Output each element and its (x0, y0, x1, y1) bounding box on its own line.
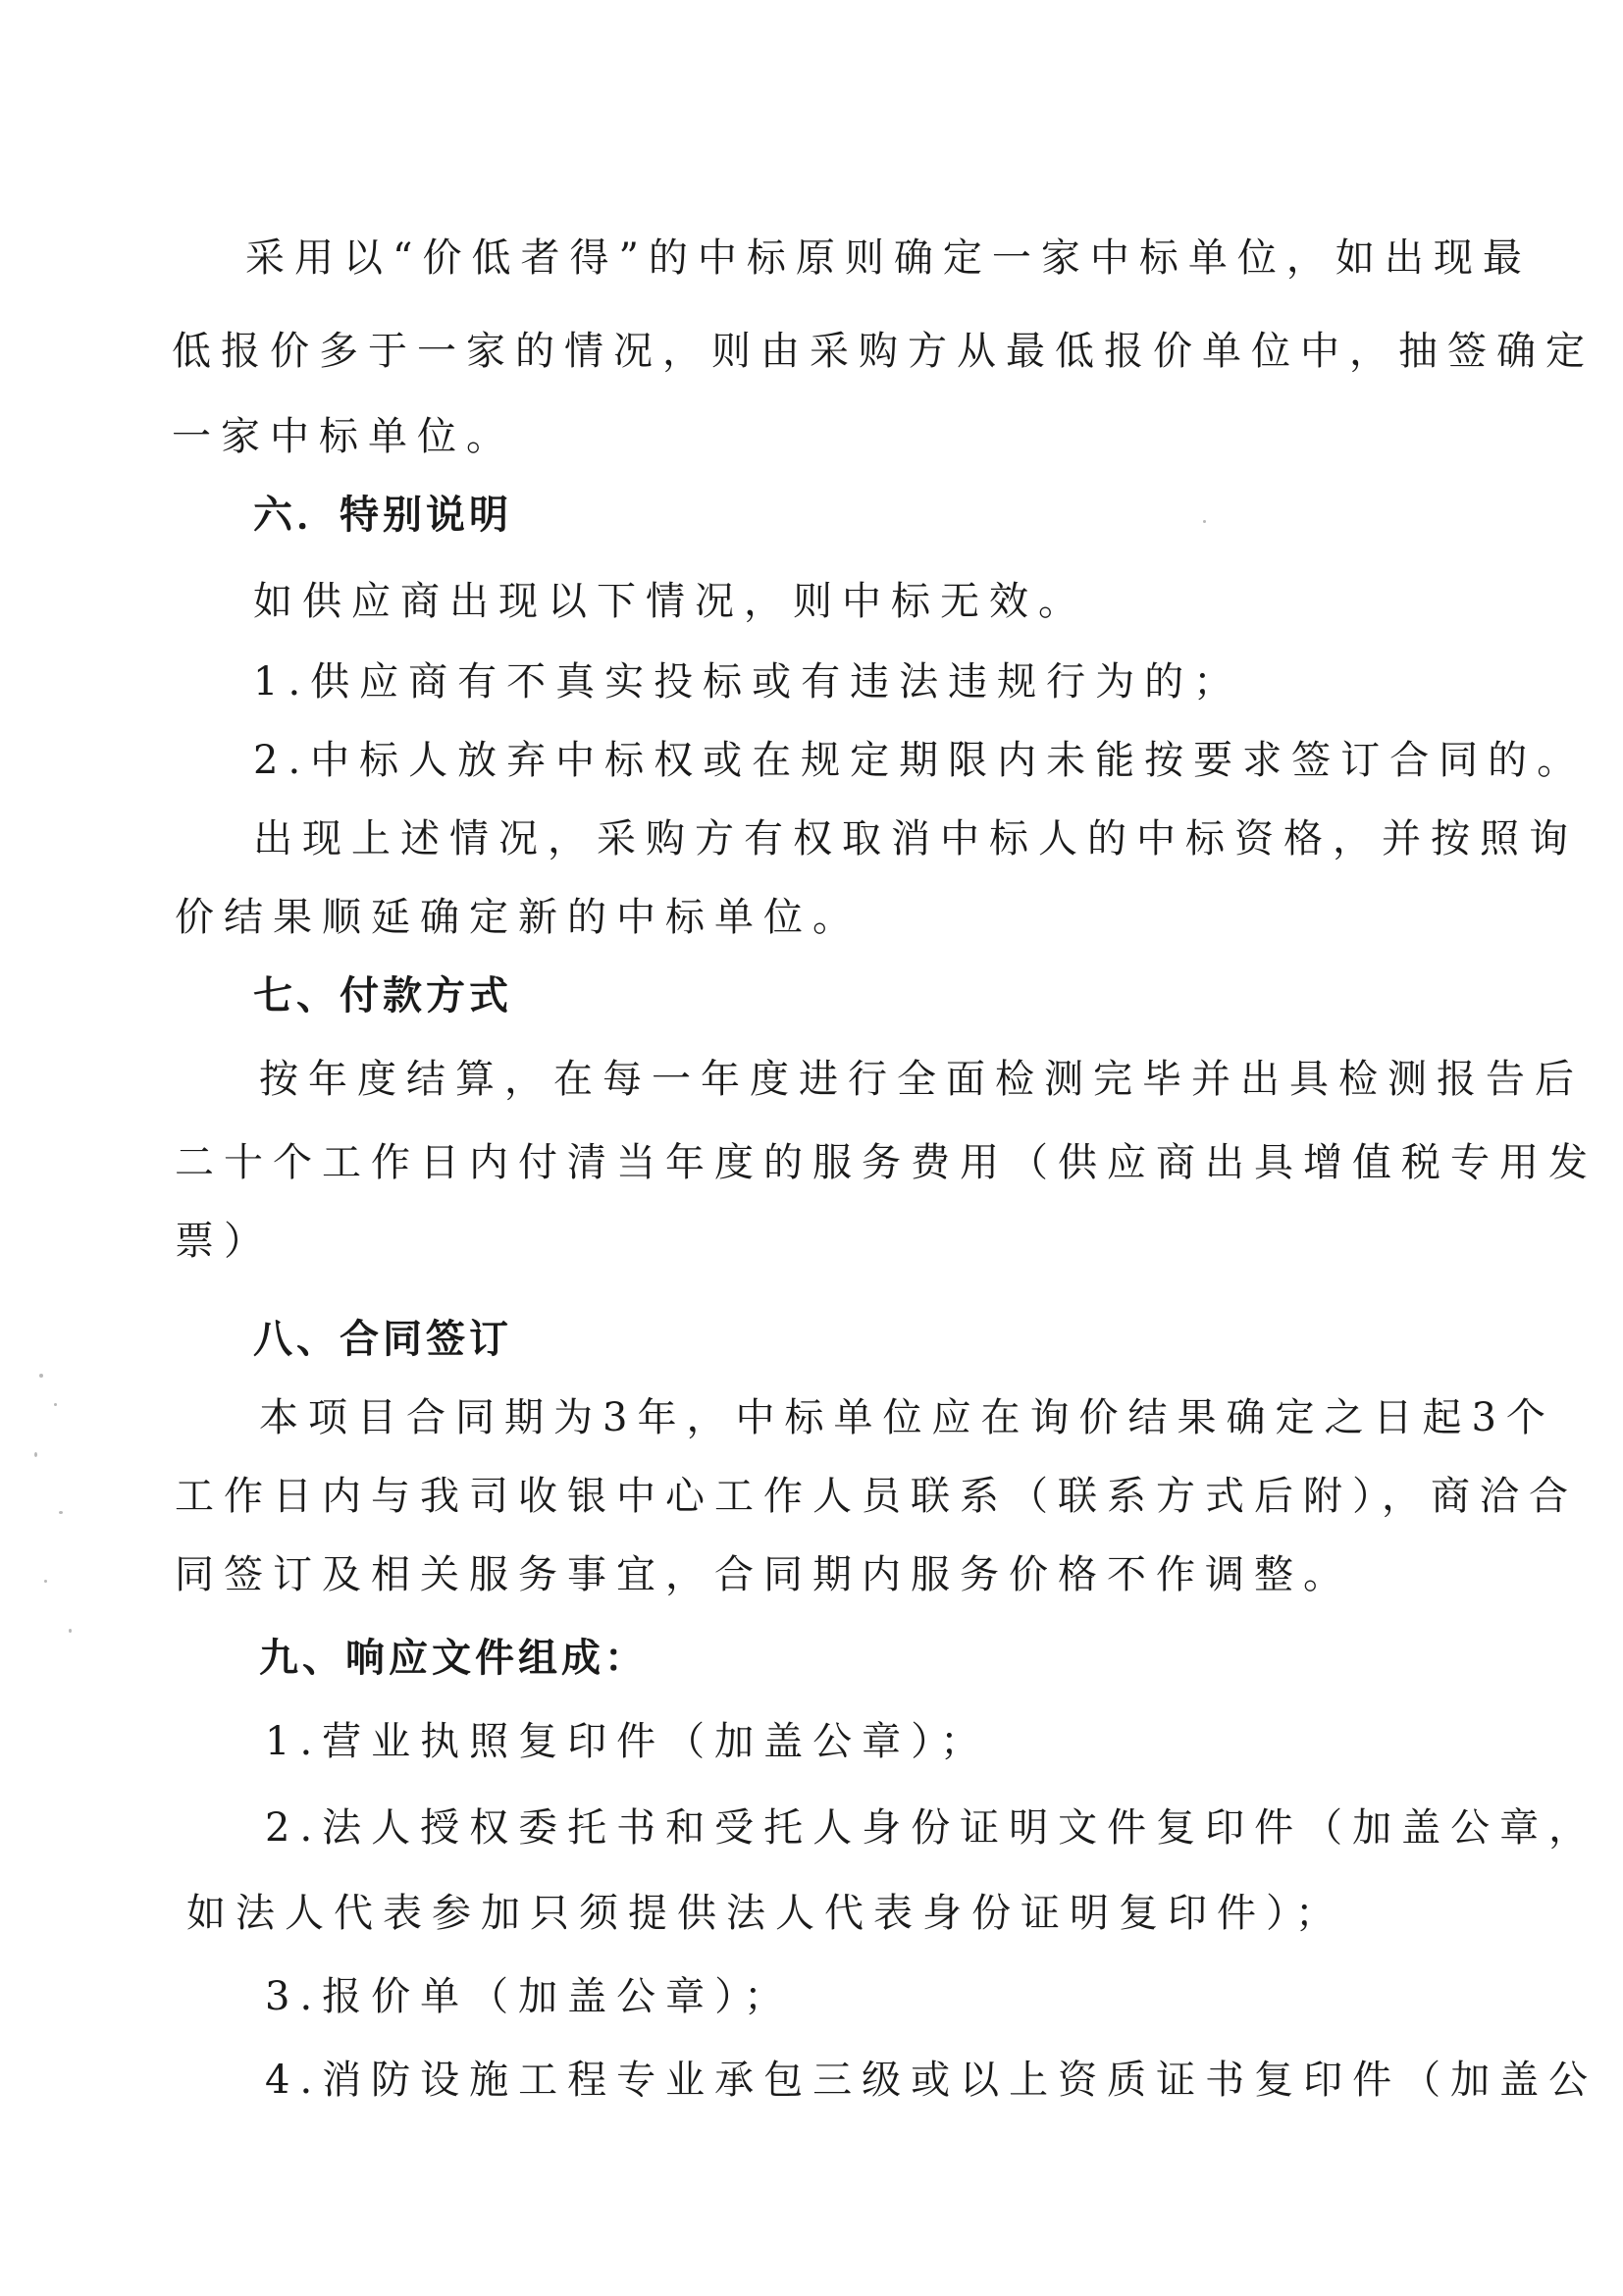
paragraph-line: 同签订及相关服务事宜，合同期内服务价格不作调整。 (175, 1552, 1352, 1597)
section-heading: 八、合同签订 (253, 1317, 512, 1362)
list-item: 4.消防设施工程专业承包三级或以上资质证书复印件（加盖公 (265, 2058, 1598, 2103)
scan-speck (1203, 520, 1206, 523)
section-heading: 九、响应文件组成： (259, 1636, 648, 1681)
scan-speck (59, 1511, 63, 1514)
scan-speck (34, 1452, 37, 1457)
list-item: 2.中标人放弃中标权或在规定期限内未能按要求签订合同的。 (253, 738, 1587, 783)
paragraph-line: 票） (175, 1219, 273, 1264)
list-item: 1.供应商有不真实投标或有违法违规行为的； (253, 659, 1243, 704)
paragraph-line: 低报价多于一家的情况，则由采购方从最低报价单位中，抽签确定 (172, 329, 1595, 374)
list-item: 3.报价单（加盖公章）； (265, 1974, 794, 2019)
paragraph-line: 本项目合同期为3年，中标单位应在询价结果确定之日起3个 (259, 1395, 1555, 1440)
list-item: 2.法人授权委托书和受托人身份证明文件复印件（加盖公章， (265, 1805, 1598, 1851)
paragraph-line: 如法人代表参加只须提供法人代表身份证明复印件）； (186, 1891, 1344, 1936)
paragraph-line: 出现上述情况，采购方有权取消中标人的中标资格，并按照询 (253, 816, 1578, 861)
section-heading: 七、付款方式 (253, 973, 512, 1018)
scan-speck (39, 1374, 43, 1378)
paragraph-line: 采用以“价低者得”的中标原则确定一家中标单位，如出现最 (245, 235, 1532, 281)
scan-speck (69, 1629, 72, 1633)
paragraph-line: 一家中标单位。 (172, 414, 515, 459)
section-heading: 六．特别说明 (253, 493, 512, 538)
list-item: 1.营业执照复印件（加盖公章）； (265, 1719, 990, 1764)
paragraph-line: 工作日内与我司收银中心工作人员联系（联系方式后附），商洽合 (175, 1474, 1578, 1519)
scan-speck (44, 1580, 47, 1583)
paragraph-line: 二十个工作日内付清当年度的服务费用（供应商出具增值税专用发 (175, 1140, 1597, 1185)
paragraph-line: 按年度结算，在每一年度进行全面检测完毕并出具检测报告后 (259, 1057, 1584, 1102)
paragraph-line: 如供应商出现以下情况，则中标无效。 (253, 579, 1087, 624)
scan-speck (54, 1403, 57, 1406)
paragraph-line: 价结果顺延确定新的中标单位。 (175, 895, 862, 940)
